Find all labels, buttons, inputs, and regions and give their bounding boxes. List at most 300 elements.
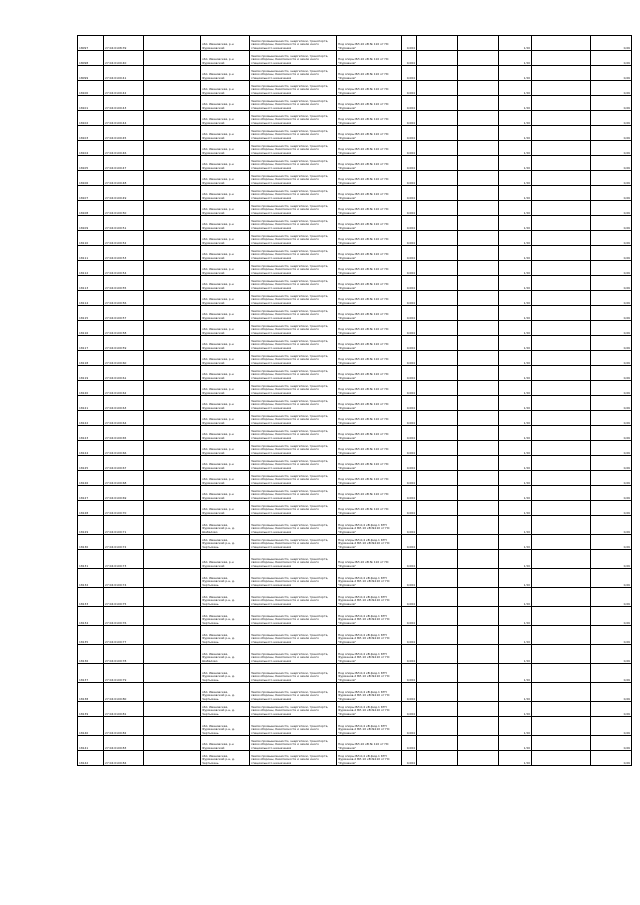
blank-cell [458, 501, 499, 516]
permitted-use-cell: Под опоры ВЛ-0,4 кВ фид.1 КТП Фурманов-2 ВЛ-10 кВ №110 от ПС "Фурманов" [337, 702, 402, 717]
blank-cell [417, 126, 458, 141]
blank-cell [417, 486, 458, 501]
cadastral-number-cell: 27:04:0109:46 [104, 141, 144, 156]
land-category-cell: Земли промышленности, энергетики, транспорта, связи обороны, безопасности и земли иного специального назначения [250, 381, 337, 396]
blank-cell [417, 306, 458, 321]
blank-cell [532, 351, 591, 366]
address-cell: обл. Ивановская, р-н Фурмановский [201, 186, 250, 201]
cadastral-number-cell: 27:04:0109:70 [104, 501, 144, 516]
permitted-use-cell: Под опоры ВЛ-10 кВ № 110 от ПС "Фурманов" [337, 276, 402, 291]
blank-cell [144, 51, 201, 66]
blank-cell [458, 36, 499, 51]
area-cell: 0,004 [402, 201, 417, 216]
permitted-use-cell: Под опоры ВЛ-10 кВ № 110 от ПС "Фурманов" [337, 306, 402, 321]
table-row [78, 291, 632, 306]
blank-cell [417, 702, 458, 717]
table-row [78, 501, 632, 516]
blank-cell [144, 441, 201, 456]
cadastral-number-cell: 27:04:0109:54 [104, 261, 144, 276]
cadastral-number-cell: 27:04:0109:73 [104, 550, 144, 569]
area-cell: 0,004 [402, 550, 417, 569]
blank-cell [417, 588, 458, 607]
tax-cell: 0,06 [591, 588, 632, 607]
permitted-use-cell: Под опоры ВЛ-10 кВ № 110 от ПС "Фурманов" [337, 126, 402, 141]
blank-cell [532, 261, 591, 276]
table-row [78, 321, 632, 336]
address-cell: обл. Ивановская, р-н Фурмановский [201, 126, 250, 141]
tax-cell: 0,06 [591, 126, 632, 141]
permitted-use-cell: Под опоры ВЛ-0,4 кВ фид.1 КТП Фурманов-2 ВЛ-10 кВ №110 от ПС "Фурманов" [337, 516, 402, 535]
permitted-use-cell: Под опоры ВЛ-10 кВ № 110 от ПС "Фурманов" [337, 381, 402, 396]
tax-cell: 0,06 [591, 426, 632, 441]
rate-cell: 1,50 [499, 306, 532, 321]
blank-cell [458, 626, 499, 645]
blank-cell [458, 645, 499, 664]
tax-cell: 0,06 [591, 36, 632, 51]
blank-cell [144, 717, 201, 736]
blank-cell [144, 426, 201, 441]
record-number-cell: 18132 [78, 569, 104, 588]
record-number-cell: 18102 [78, 111, 104, 126]
rate-cell: 1,50 [499, 626, 532, 645]
blank-cell [417, 664, 458, 683]
blank-cell [532, 276, 591, 291]
record-number-cell: 18101 [78, 96, 104, 111]
record-number-cell: 18120 [78, 381, 104, 396]
cadastral-number-cell: 27:04:0109:68 [104, 471, 144, 486]
cadastral-number-cell: 27:04:0109:42 [104, 81, 144, 96]
cadastral-number-cell: 27:04:0109:50 [104, 201, 144, 216]
record-number-cell: 18135 [78, 626, 104, 645]
rate-cell: 1,50 [499, 351, 532, 366]
permitted-use-cell: Под опоры ВЛ-10 кВ № 110 от ПС "Фурманов" [337, 141, 402, 156]
blank-cell [458, 351, 499, 366]
table-row [78, 569, 632, 588]
blank-cell [532, 550, 591, 569]
address-cell: обл. Ивановская, р-н Фурмановский [201, 246, 250, 261]
blank-cell [532, 36, 591, 51]
blank-cell [144, 171, 201, 186]
permitted-use-cell: Под опоры ВЛ-0,4 кВ фид.1 КТП Фурманов-2 ВЛ-10 кВ №110 от ПС "Фурманов" [337, 645, 402, 664]
area-cell: 0,004 [402, 626, 417, 645]
rate-cell: 1,50 [499, 366, 532, 381]
land-category-cell: Земли промышленности, энергетики, транспорта, связи обороны, безопасности и земли иного специального назначения [250, 66, 337, 81]
blank-cell [532, 588, 591, 607]
area-cell: 0,004 [402, 607, 417, 626]
address-cell: обл. Ивановская, Фурмановский р-н, д. Чертыхань [201, 607, 250, 626]
permitted-use-cell: Под опоры ВЛ-10 кВ № 110 от ПС "Фурманов" [337, 111, 402, 126]
rate-cell: 1,50 [499, 501, 532, 516]
area-cell: 0,004 [402, 126, 417, 141]
address-cell: обл. Ивановская, р-н Фурмановский [201, 66, 250, 81]
area-cell: 0,004 [402, 171, 417, 186]
table-row [78, 456, 632, 471]
area-cell: 0,004 [402, 751, 417, 766]
address-cell: обл. Ивановская, р-н Фурмановский [201, 276, 250, 291]
record-number-cell: 18098 [78, 51, 104, 66]
blank-cell [458, 276, 499, 291]
blank-cell [458, 569, 499, 588]
rate-cell: 1,50 [499, 111, 532, 126]
cadastral-number-cell: 27:04:0109:47 [104, 156, 144, 171]
tax-cell: 0,06 [591, 231, 632, 246]
area-cell: 0,004 [402, 516, 417, 535]
blank-cell [144, 626, 201, 645]
permitted-use-cell: Под опоры ВЛ-10 кВ № 110 от ПС "Фурманов" [337, 366, 402, 381]
rate-cell: 1,50 [499, 36, 532, 51]
blank-cell [458, 186, 499, 201]
address-cell: обл. Ивановская, р-н Фурмановский [201, 411, 250, 426]
rate-cell: 1,50 [499, 717, 532, 736]
tax-cell: 0,06 [591, 626, 632, 645]
blank-cell [144, 276, 201, 291]
table-row [78, 717, 632, 736]
blank-cell [532, 111, 591, 126]
area-cell: 0,004 [402, 396, 417, 411]
blank-cell [144, 486, 201, 501]
table-row [78, 426, 632, 441]
tax-cell: 0,06 [591, 51, 632, 66]
land-category-cell: Земли промышленности, энергетики, транспорта, связи обороны, безопасности и земли иного специального назначения [250, 683, 337, 702]
blank-cell [417, 441, 458, 456]
address-cell: обл. Ивановская, р-н Фурмановский [201, 486, 250, 501]
cadastral-number-cell: 27:04:0109:71 [104, 516, 144, 535]
table-row [78, 336, 632, 351]
cadastral-number-cell: 27:04:0109:59 [104, 336, 144, 351]
tax-cell: 0,06 [591, 441, 632, 456]
tax-cell: 0,06 [591, 306, 632, 321]
blank-cell [458, 291, 499, 306]
area-cell: 0,004 [402, 276, 417, 291]
tax-cell: 0,06 [591, 569, 632, 588]
rate-cell: 1,50 [499, 535, 532, 550]
rate-cell: 1,50 [499, 96, 532, 111]
blank-cell [417, 291, 458, 306]
blank-cell [144, 396, 201, 411]
rate-cell: 1,50 [499, 216, 532, 231]
address-cell: обл. Ивановская, Фурмановский р-н, д. Чертыхань [201, 569, 250, 588]
area-cell: 0,004 [402, 351, 417, 366]
blank-cell [144, 81, 201, 96]
address-cell: обл. Ивановская, р-н Фурмановский [201, 321, 250, 336]
blank-cell [532, 471, 591, 486]
tax-cell: 0,06 [591, 645, 632, 664]
blank-cell [532, 381, 591, 396]
area-cell: 0,004 [402, 96, 417, 111]
blank-cell [417, 261, 458, 276]
blank-cell [458, 336, 499, 351]
cadastral-number-cell: 27:04:0109:66 [104, 441, 144, 456]
record-number-cell: 18109 [78, 216, 104, 231]
cadastral-number-cell: 27:04:0109:56 [104, 291, 144, 306]
area-cell: 0,004 [402, 736, 417, 751]
blank-cell [458, 550, 499, 569]
table-row [78, 36, 632, 51]
address-cell: обл. Ивановская, р-н Фурмановский [201, 291, 250, 306]
record-number-cell: 18114 [78, 291, 104, 306]
permitted-use-cell: Под опоры ВЛ-10 кВ № 110 от ПС "Фурманов" [337, 501, 402, 516]
rate-cell: 1,50 [499, 751, 532, 766]
tax-cell: 0,06 [591, 664, 632, 683]
cadastral-number-cell: 27:04:0109:79 [104, 664, 144, 683]
tax-cell: 0,06 [591, 321, 632, 336]
address-cell: обл. Ивановская, р-н Фурмановский [201, 441, 250, 456]
area-cell: 0,004 [402, 588, 417, 607]
cadastral-number-cell: 27:04:0109:81 [104, 702, 144, 717]
tax-cell: 0,06 [591, 336, 632, 351]
land-register-body [78, 36, 632, 766]
blank-cell [144, 186, 201, 201]
land-category-cell: Земли промышленности, энергетики, транспорта, связи обороны, безопасности и земли иного специального назначения [250, 588, 337, 607]
tax-cell: 0,06 [591, 751, 632, 766]
blank-cell [458, 171, 499, 186]
permitted-use-cell: Под опоры ВЛ-10 кВ № 110 от ПС "Фурманов" [337, 231, 402, 246]
rate-cell: 1,50 [499, 396, 532, 411]
blank-cell [532, 51, 591, 66]
record-number-cell: 18133 [78, 588, 104, 607]
blank-cell [458, 702, 499, 717]
blank-cell [417, 216, 458, 231]
cadastral-number-cell: 27:04:0109:80 [104, 683, 144, 702]
cadastral-number-cell: 27:04:0109:44 [104, 111, 144, 126]
cadastral-number-cell: 27:04:0109:52 [104, 231, 144, 246]
record-number-cell: 18139 [78, 702, 104, 717]
record-number-cell: 18124 [78, 441, 104, 456]
area-cell: 0,004 [402, 306, 417, 321]
blank-cell [417, 569, 458, 588]
address-cell: обл. Ивановская, Фурмановский р-н, д. Чертыхань [201, 702, 250, 717]
blank-cell [458, 664, 499, 683]
blank-cell [144, 141, 201, 156]
blank-cell [458, 396, 499, 411]
land-category-cell: Земли промышленности, энергетики, транспорта, связи обороны, безопасности и земли иного специального назначения [250, 426, 337, 441]
blank-cell [458, 96, 499, 111]
land-category-cell: Земли промышленности, энергетики, транспорта, связи обороны, безопасности и земли иного специального назначения [250, 81, 337, 96]
permitted-use-cell: Под опоры ВЛ-10 кВ № 110 от ПС "Фурманов" [337, 471, 402, 486]
rate-cell: 1,50 [499, 550, 532, 569]
blank-cell [417, 231, 458, 246]
record-number-cell: 18100 [78, 81, 104, 96]
rate-cell: 1,50 [499, 261, 532, 276]
blank-cell [417, 246, 458, 261]
blank-cell [532, 396, 591, 411]
table-row [78, 96, 632, 111]
rate-cell: 1,50 [499, 141, 532, 156]
blank-cell [417, 626, 458, 645]
cadastral-number-cell: 27:04:0109:49 [104, 186, 144, 201]
blank-cell [458, 141, 499, 156]
address-cell: обл. Ивановская, р-н Фурмановский [201, 51, 250, 66]
address-cell: обл. Ивановская, р-н Фурмановский [201, 201, 250, 216]
blank-cell [532, 336, 591, 351]
tax-cell: 0,06 [591, 717, 632, 736]
tax-cell: 0,06 [591, 683, 632, 702]
blank-cell [532, 66, 591, 81]
blank-cell [532, 156, 591, 171]
blank-cell [417, 111, 458, 126]
blank-cell [532, 81, 591, 96]
blank-cell [417, 321, 458, 336]
land-category-cell: Земли промышленности, энергетики, транспорта, связи обороны, безопасности и земли иного специального назначения [250, 516, 337, 535]
tax-cell: 0,06 [591, 246, 632, 261]
blank-cell [458, 246, 499, 261]
record-number-cell: 18116 [78, 321, 104, 336]
blank-cell [417, 535, 458, 550]
blank-cell [532, 516, 591, 535]
land-category-cell: Земли промышленности, энергетики, транспорта, связи обороны, безопасности и земли иного специального назначения [250, 351, 337, 366]
record-number-cell: 18097 [78, 36, 104, 51]
table-row [78, 171, 632, 186]
land-category-cell: Земли промышленности, энергетики, транспорта, связи обороны, безопасности и земли иного специального назначения [250, 276, 337, 291]
permitted-use-cell: Под опоры ВЛ-10 кВ № 110 от ПС "Фурманов" [337, 486, 402, 501]
blank-cell [458, 381, 499, 396]
land-category-cell: Земли промышленности, энергетики, транспорта, связи обороны, безопасности и земли иного специального назначения [250, 111, 337, 126]
blank-cell [144, 516, 201, 535]
record-number-cell: 18128 [78, 501, 104, 516]
land-category-cell: Земли промышленности, энергетики, транспорта, связи обороны, безопасности и земли иного специального назначения [250, 535, 337, 550]
land-category-cell: Земли промышленности, энергетики, транспорта, связи обороны, безопасности и земли иного специального назначения [250, 607, 337, 626]
table-row [78, 201, 632, 216]
area-cell: 0,004 [402, 36, 417, 51]
record-number-cell: 18099 [78, 66, 104, 81]
rate-cell: 1,50 [499, 702, 532, 717]
blank-cell [144, 501, 201, 516]
blank-cell [532, 702, 591, 717]
record-number-cell: 18122 [78, 411, 104, 426]
area-cell: 0,004 [402, 441, 417, 456]
blank-cell [417, 396, 458, 411]
area-cell: 0,004 [402, 569, 417, 588]
permitted-use-cell: Под опоры ВЛ-10 кВ № 110 от ПС "Фурманов" [337, 81, 402, 96]
cadastral-number-cell: 27:04:0109:55 [104, 276, 144, 291]
permitted-use-cell: Под опоры ВЛ-10 кВ № 110 от ПС "Фурманов" [337, 156, 402, 171]
tax-cell: 0,06 [591, 516, 632, 535]
blank-cell [417, 736, 458, 751]
blank-cell [458, 216, 499, 231]
tax-cell: 0,06 [591, 396, 632, 411]
address-cell: обл. Ивановская, Фурмановский р-н, д. Чертыхань [201, 626, 250, 645]
blank-cell [144, 156, 201, 171]
area-cell: 0,004 [402, 51, 417, 66]
blank-cell [458, 111, 499, 126]
rate-cell: 1,50 [499, 456, 532, 471]
blank-cell [458, 683, 499, 702]
blank-cell [144, 336, 201, 351]
table-row [78, 306, 632, 321]
permitted-use-cell: Под опоры ВЛ-10 кВ № 110 от ПС "Фурманов" [337, 411, 402, 426]
table-row [78, 607, 632, 626]
area-cell: 0,004 [402, 664, 417, 683]
record-number-cell: 18130 [78, 535, 104, 550]
tax-cell: 0,06 [591, 550, 632, 569]
tax-cell: 0,06 [591, 411, 632, 426]
cadastral-number-cell: 27:04:0109:84 [104, 751, 144, 766]
tax-cell: 0,06 [591, 276, 632, 291]
permitted-use-cell: Под опоры ВЛ-10 кВ № 110 от ПС "Фурманов" [337, 36, 402, 51]
blank-cell [458, 126, 499, 141]
blank-cell [144, 261, 201, 276]
permitted-use-cell: Под опоры ВЛ-10 кВ № 110 от ПС "Фурманов" [337, 321, 402, 336]
blank-cell [417, 351, 458, 366]
blank-cell [532, 441, 591, 456]
tax-cell: 0,06 [591, 486, 632, 501]
blank-cell [144, 351, 201, 366]
tax-cell: 0,06 [591, 81, 632, 96]
land-category-cell: Земли промышленности, энергетики, транспорта, связи обороны, безопасности и земли иного специального назначения [250, 645, 337, 664]
land-category-cell: Земли промышленности, энергетики, транспорта, связи обороны, безопасности и земли иного специального назначения [250, 141, 337, 156]
address-cell: обл. Ивановская, Фурмановский р-н, д. Чертыхань [201, 664, 250, 683]
blank-cell [417, 366, 458, 381]
blank-cell [458, 588, 499, 607]
blank-cell [144, 550, 201, 569]
blank-cell [417, 36, 458, 51]
permitted-use-cell: Под опоры ВЛ-10 кВ № 110 от ПС "Фурманов" [337, 66, 402, 81]
blank-cell [144, 201, 201, 216]
blank-cell [144, 291, 201, 306]
address-cell: обл. Ивановская, Фурмановский р-н, д. Шабалово [201, 516, 250, 535]
permitted-use-cell: Под опоры ВЛ-0,4 кВ фид.1 КТП Фурманов-2 ВЛ-10 кВ №110 от ПС "Фурманов" [337, 664, 402, 683]
blank-cell [532, 607, 591, 626]
land-category-cell: Земли промышленности, энергетики, транспорта, связи обороны, безопасности и земли иного специального назначения [250, 156, 337, 171]
table-row [78, 550, 632, 569]
blank-cell [417, 550, 458, 569]
blank-cell [532, 291, 591, 306]
permitted-use-cell: Под опоры ВЛ-0,4 кВ фид.1 КТП Фурманов-2 ВЛ-10 кВ №110 от ПС "Фурманов" [337, 607, 402, 626]
rate-cell: 1,50 [499, 231, 532, 246]
area-cell: 0,004 [402, 535, 417, 550]
address-cell: обл. Ивановская, Фурмановский р-н, д. Чертыхань [201, 717, 250, 736]
blank-cell [144, 411, 201, 426]
land-category-cell: Земли промышленности, энергетики, транспорта, связи обороны, безопасности и земли иного специального назначения [250, 751, 337, 766]
address-cell: обл. Ивановская, р-н Фурмановский [201, 306, 250, 321]
blank-cell [144, 569, 201, 588]
address-cell: обл. Ивановская, Фурмановский р-н, д. Шабалово [201, 645, 250, 664]
cadastral-number-cell: 27:04:0109:41 [104, 66, 144, 81]
area-cell: 0,004 [402, 141, 417, 156]
cadastral-number-cell: 27:04:0109:45 [104, 126, 144, 141]
record-number-cell: 18141 [78, 736, 104, 751]
land-category-cell: Земли промышленности, энергетики, транспорта, связи обороны, безопасности и земли иного специального назначения [250, 231, 337, 246]
table-row [78, 216, 632, 231]
table-row [78, 396, 632, 411]
blank-cell [144, 111, 201, 126]
tax-cell: 0,06 [591, 261, 632, 276]
address-cell: обл. Ивановская, р-н Фурмановский [201, 81, 250, 96]
cadastral-number-cell: 27:04:0109:77 [104, 626, 144, 645]
rate-cell: 1,50 [499, 683, 532, 702]
address-cell: обл. Ивановская, р-н Фурмановский [201, 171, 250, 186]
blank-cell [417, 471, 458, 486]
area-cell: 0,004 [402, 186, 417, 201]
blank-cell [144, 664, 201, 683]
blank-cell [417, 645, 458, 664]
address-cell: обл. Ивановская, р-н Фурмановский [201, 381, 250, 396]
area-cell: 0,004 [402, 321, 417, 336]
land-category-cell: Земли промышленности, энергетики, транспорта, связи обороны, безопасности и земли иного специального назначения [250, 501, 337, 516]
record-number-cell: 18105 [78, 156, 104, 171]
address-cell: обл. Ивановская, р-н Фурмановский [201, 471, 250, 486]
table-row [78, 186, 632, 201]
blank-cell [532, 736, 591, 751]
blank-cell [532, 751, 591, 766]
tax-cell: 0,06 [591, 702, 632, 717]
tax-cell: 0,06 [591, 501, 632, 516]
permitted-use-cell: Под опоры ВЛ-10 кВ № 110 от ПС "Фурманов" [337, 261, 402, 276]
blank-cell [417, 411, 458, 426]
rate-cell: 1,50 [499, 426, 532, 441]
blank-cell [458, 81, 499, 96]
blank-cell [417, 171, 458, 186]
